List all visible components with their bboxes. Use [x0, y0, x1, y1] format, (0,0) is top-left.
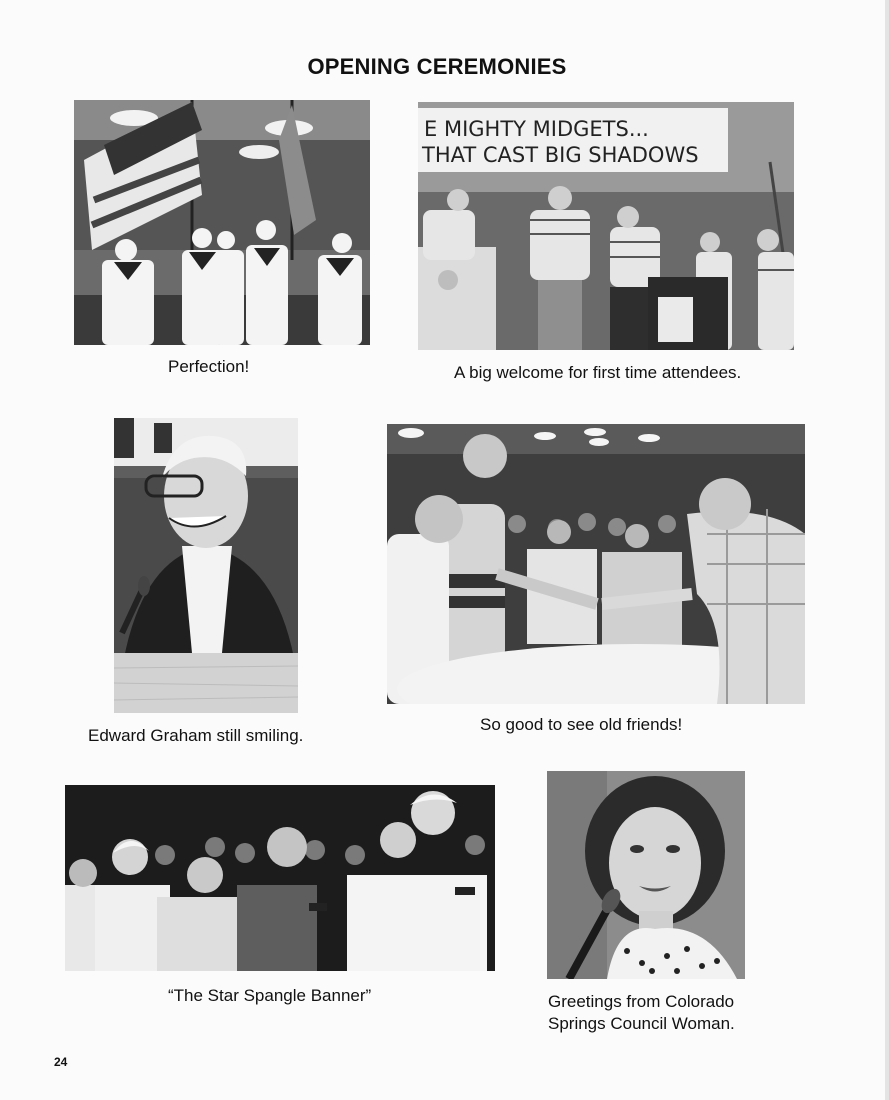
photo-old-friends	[387, 424, 805, 704]
caption-welcome: A big welcome for first time attendees.	[454, 363, 742, 382]
caption-anthem: “The Star Spangle Banner”	[168, 986, 372, 1005]
page-number: 24	[54, 1055, 68, 1069]
photo-council-woman	[547, 771, 745, 979]
photo-color-guard	[74, 100, 370, 345]
banner-text-line1: E MIGHTY MIDGETS...	[424, 117, 649, 141]
caption-council-woman-line1: Greetings from Colorado	[548, 992, 735, 1011]
page-edge-shadow	[885, 0, 889, 1100]
caption-old-friends: So good to see old friends!	[480, 715, 683, 734]
caption-color-guard: Perfection!	[168, 357, 250, 376]
page-title: OPENING CEREMONIES	[307, 54, 567, 79]
caption-edward-graham: Edward Graham still smiling.	[88, 726, 304, 745]
photo-anthem	[65, 785, 495, 971]
banner-text-line2: THAT CAST BIG SHADOWS	[422, 143, 699, 167]
caption-council-woman-line2: Springs Council Woman.	[548, 1014, 735, 1033]
photo-welcome	[418, 102, 794, 350]
photo-edward-graham	[114, 418, 298, 713]
